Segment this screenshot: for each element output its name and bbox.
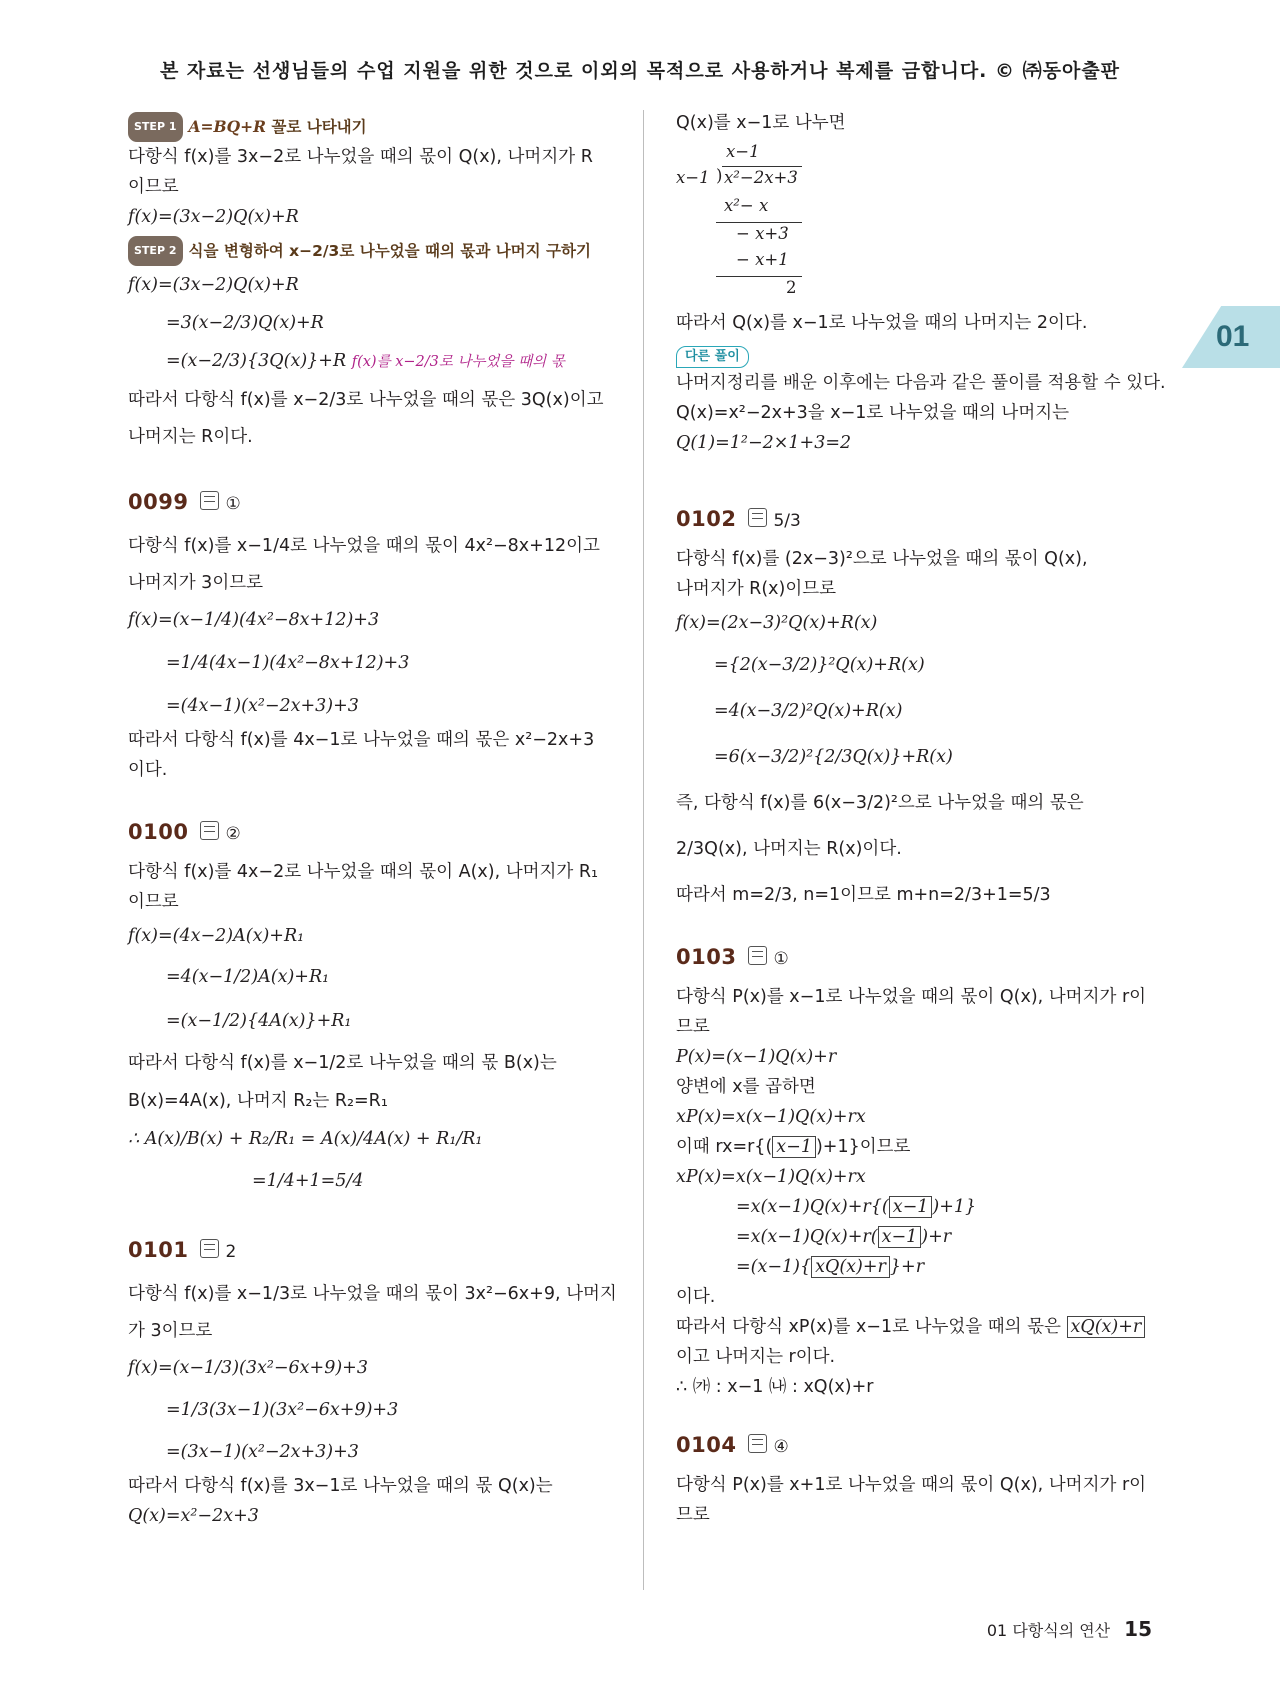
equation: f(x)=(x−1/3)(3x²−6x+9)+3: [128, 1358, 368, 1378]
text-line: 므로: [676, 1505, 710, 1525]
text-line: 나머지정리를 배운 이후에는 다음과 같은 풀이를 적용할 수 있다.: [676, 373, 1166, 393]
text-line: 다항식 P(x)를 x+1로 나누었을 때의 몫이 Q(x), 나머지가 r이: [676, 1475, 1147, 1495]
equation: =(x−1/2){4A(x)}+R₁: [166, 1011, 352, 1031]
equation: ={2(x−3/2)}²Q(x)+R(x): [714, 655, 925, 675]
equation: Q(x)=x²−2x+3: [128, 1506, 259, 1526]
page-number: 15: [1124, 1617, 1152, 1641]
blank-box: x−1: [889, 1196, 933, 1218]
annotation-note: f(x)를 x−2/3로 나누었을 때의 몫: [351, 354, 565, 370]
blank-box: xQ(x)+r: [811, 1256, 890, 1278]
copyright-notice: 본 자료는 선생님들의 수업 지원을 위한 것으로 이외의 목적으로 사용하거나 복제를 금합니다. © ㈜동아출판: [159, 60, 1121, 82]
problem-0102-header: 0102 5/3: [676, 507, 801, 531]
answer-icon: [748, 508, 767, 527]
ld-rule: [716, 222, 802, 223]
intro-line: 이므로: [128, 177, 179, 197]
text-line: 따라서 다항식 f(x)를 3x−1로 나누었을 때의 몫 Q(x)는: [128, 1476, 553, 1496]
answer-icon: [200, 821, 219, 840]
text-line: B(x)=4A(x), 나머지 R₂는 R₂=R₁: [128, 1091, 388, 1111]
text-line: 나머지가 R(x)이므로: [676, 579, 837, 599]
equation: f(x)=(x−1/4)(4x²−8x+12)+3: [128, 610, 380, 630]
ld-step: x²− x: [724, 196, 769, 215]
blank-box: x−1: [878, 1226, 922, 1248]
text-line: Q(x)=x²−2x+3을 x−1로 나누었을 때의 나머지는: [676, 403, 1070, 423]
problem-0100-header: 0100 ②: [128, 820, 241, 844]
right-column: [676, 108, 1166, 1530]
equation: =1/4+1=5/4: [252, 1171, 364, 1191]
equation: Q(1)=1²−2×1+3=2: [676, 433, 852, 453]
long-division: [676, 138, 1166, 308]
equation: =6(x−3/2)²{2/3Q(x)}+R(x): [714, 747, 953, 767]
text-line: 따라서 다항식 f(x)를 x−1/2로 나누었을 때의 몫 B(x)는: [128, 1053, 557, 1073]
problem-0103-header: 0103 ①: [676, 945, 789, 969]
text-line: 이고 나머지는 r이다.: [676, 1347, 836, 1367]
text-line: 2/3Q(x), 나머지는 R(x)이다.: [676, 839, 902, 859]
equation: =1/4(4x−1)(4x²−8x+12)+3: [166, 653, 410, 673]
equation-with-note: =(x−2/3){3Q(x)}+R f(x)를 x−2/3로 나누었을 때의 몫: [166, 351, 565, 371]
blank-box: x−1: [772, 1136, 816, 1158]
equation: P(x)=(x−1)Q(x)+r: [676, 1047, 837, 1067]
column-divider: [643, 110, 644, 1590]
text-line: ∴ ㈎ : x−1 ㈏ : xQ(x)+r: [676, 1377, 874, 1397]
text-line: 가 3이므로: [128, 1321, 213, 1341]
step1-heading: STEP 1 A=BQ+R 꼴로 나타내기: [128, 112, 618, 142]
problem-0101-header: 0101 2: [128, 1238, 237, 1262]
answer-icon: [748, 946, 767, 965]
left-column: [128, 108, 618, 1531]
equation: =(3x−1)(x²−2x+3)+3: [166, 1442, 359, 1462]
text-line: 다항식 P(x)를 x−1로 나누었을 때의 몫이 Q(x), 나머지가 r이: [676, 987, 1147, 1007]
text-line: Q(x)를 x−1로 나누면: [676, 113, 846, 133]
ld-divisor: x−1: [676, 168, 710, 187]
text-line: 이다.: [128, 760, 168, 780]
text-line: 양변에 x를 곱하면: [676, 1077, 816, 1097]
equation: f(x)=(3x−2)Q(x)+R: [128, 207, 299, 227]
equation: =4(x−1/2)A(x)+R₁: [166, 967, 330, 987]
text-line: 따라서 Q(x)를 x−1로 나누었을 때의 나머지는 2이다.: [676, 313, 1088, 333]
equation: f(x)=(3x−2)Q(x)+R: [128, 275, 299, 295]
equation: =3(x−2/3)Q(x)+R: [166, 313, 324, 333]
equation: =x(x−1)Q(x)+r{( x−1 )+1}: [736, 1197, 977, 1217]
ld-dividend: x²−2x+3: [724, 168, 798, 187]
step1-badge: STEP 1: [128, 112, 183, 142]
text-line: 이다.: [676, 1287, 716, 1307]
text-line: 다항식 f(x)를 (2x−3)²으로 나누었을 때의 몫이 Q(x),: [676, 549, 1088, 569]
equation: =x(x−1)Q(x)+r( x−1 )+r: [736, 1227, 952, 1247]
chapter-title: 01 다항식의 연산: [986, 1621, 1111, 1640]
equation: f(x)=(2x−3)²Q(x)+R(x): [676, 613, 878, 633]
text-line: 이므로: [128, 892, 179, 912]
conclusion-line: 나머지는 R이다.: [128, 427, 253, 447]
ld-quotient: x−1: [726, 142, 760, 161]
equation: =(x−1){ xQ(x)+r }+r: [736, 1257, 925, 1277]
ld-bar: [722, 166, 802, 167]
text-line: 즉, 다항식 f(x)를 6(x−3/2)²으로 나누었을 때의 몫은: [676, 793, 1084, 813]
equation: f(x)=(4x−2)A(x)+R₁: [128, 926, 305, 946]
ld-remainder: 2: [786, 278, 797, 297]
equation: xP(x)=x(x−1)Q(x)+rx: [676, 1107, 866, 1127]
equation: xP(x)=x(x−1)Q(x)+rx: [676, 1167, 866, 1187]
page-footer: [987, 1617, 1152, 1641]
equation: =4(x−3/2)²Q(x)+R(x): [714, 701, 903, 721]
alt-solution-badge: 다른 풀이: [676, 346, 749, 368]
problem-0099-header: 0099 ①: [128, 490, 241, 514]
text-line: 다항식 f(x)를 x−1/4로 나누었을 때의 몫이 4x²−8x+12이고: [128, 536, 600, 556]
text-line: 따라서 다항식 f(x)를 4x−1로 나누었을 때의 몫은 x²−2x+3: [128, 730, 595, 750]
blank-box: xQ(x)+r: [1067, 1316, 1146, 1338]
ld-step: − x+1: [736, 250, 789, 269]
step2-badge: STEP 2: [128, 236, 183, 266]
text-line: 다항식 f(x)를 x−1/3로 나누었을 때의 몫이 3x²−6x+9, 나머지: [128, 1284, 617, 1304]
chapter-tab-number: 01: [1216, 320, 1250, 353]
equation: ∴ A(x)/B(x) + R₂/R₁ = A(x)/4A(x) + R₁/R₁: [128, 1129, 483, 1149]
ld-bracket: ): [716, 166, 723, 185]
text-line: 이때 rx=r{( x−1 )+1}이므로: [676, 1137, 911, 1157]
text-line: 다항식 f(x)를 4x−2로 나누었을 때의 몫이 A(x), 나머지가 R₁: [128, 862, 599, 882]
intro-line: 다항식 f(x)를 3x−2로 나누었을 때의 몫이 Q(x), 나머지가 R: [128, 147, 593, 167]
ld-rule: [716, 276, 802, 277]
text-line: 따라서 다항식 xP(x)를 x−1로 나누었을 때의 몫은 xQ(x)+r: [676, 1312, 1166, 1342]
conclusion-line: 따라서 다항식 f(x)를 x−2/3로 나누었을 때의 몫은 3Q(x)이고: [128, 390, 604, 410]
equation: =1/3(3x−1)(3x²−6x+9)+3: [166, 1400, 399, 1420]
step2-heading: STEP 2 식을 변형하여 x−2/3로 나누었을 때의 몫과 나머지 구하기: [128, 236, 618, 266]
text-line: 따라서 m=2/3, n=1이므로 m+n=2/3+1=5/3: [676, 885, 1051, 905]
text-line: 므로: [676, 1017, 710, 1037]
answer-icon: [200, 1239, 219, 1258]
problem-0104-header: 0104 ④: [676, 1433, 789, 1457]
answer-icon: [748, 1434, 767, 1453]
equation: =(4x−1)(x²−2x+3)+3: [166, 696, 359, 716]
answer-icon: [200, 491, 219, 510]
text-line: 나머지가 3이므로: [128, 573, 264, 593]
ld-step: − x+3: [736, 224, 789, 243]
